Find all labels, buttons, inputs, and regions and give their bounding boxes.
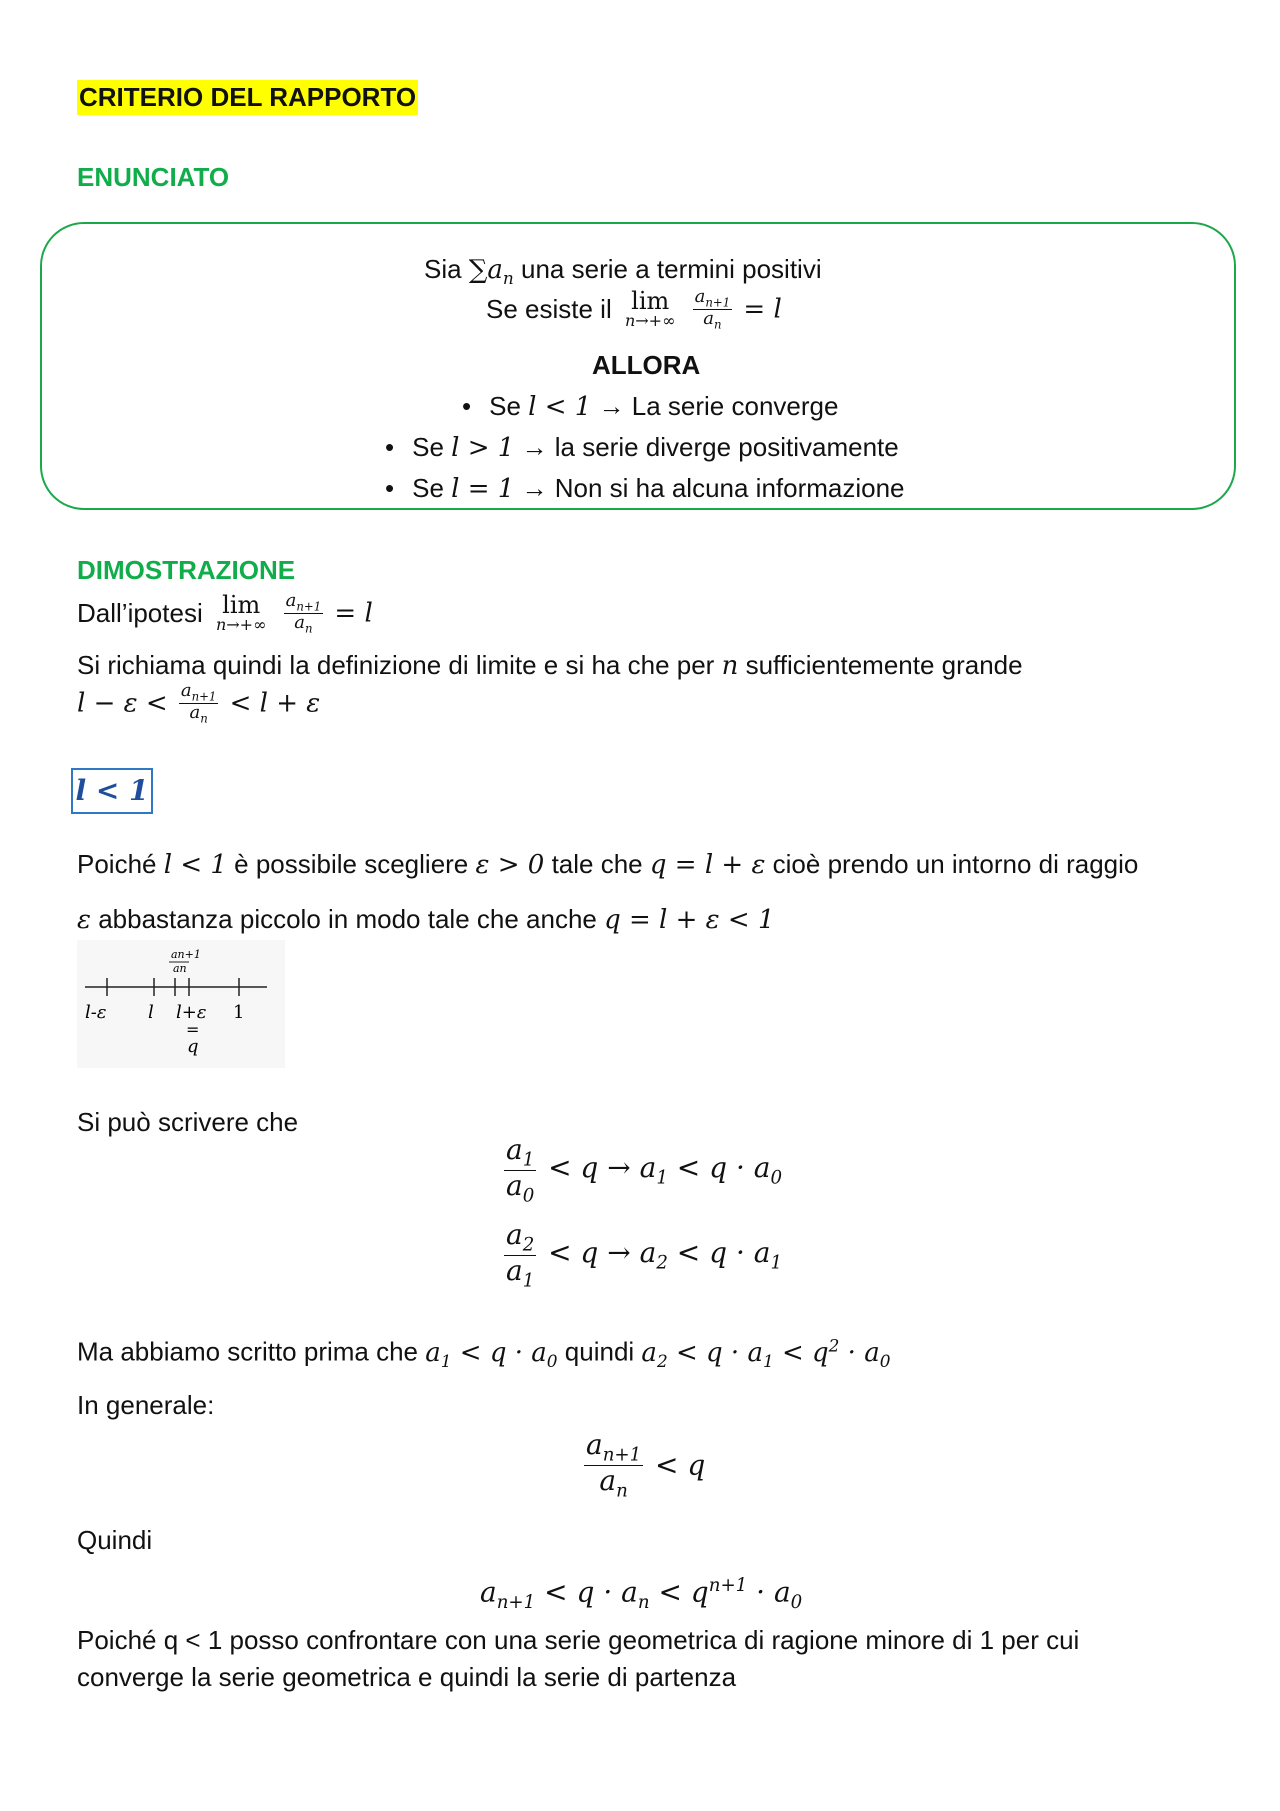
si-puo-scrivere: Si può scrivere che xyxy=(77,1107,299,1137)
box-bullet-2: • Se l > 1 → la serie diverge positivamente xyxy=(385,432,899,463)
equation-final: $a_{n+1} < q \cdot a_n < q^{n+1} \cdot a_0$ xyxy=(480,1575,803,1613)
box-bullet-1: • Se l < 1 → La serie converge xyxy=(462,391,839,422)
sketch-equals: = xyxy=(186,1020,200,1039)
poiche-p5: abbastanza piccolo in modo tale che anche xyxy=(98,904,597,934)
sketch-label-4: 1 xyxy=(233,1002,245,1023)
ma-abbiamo-mid: quindi xyxy=(564,1336,635,1367)
box-line-2-pre: Se esiste il xyxy=(486,293,612,324)
bullet-2-text: la serie diverge positivamente xyxy=(554,432,899,462)
dim-richiama: Si richiama quindi la definizione di limite e si ha che per n sufficientemente grande xyxy=(77,650,1023,681)
poiche-p4: cioè prendo un intorno di raggio xyxy=(772,849,1139,879)
box-line-1: Sia $\sum a_n$ una serie a termini positivi xyxy=(424,254,822,289)
ma-abbiamo: Ma abbiamo scritto prima che $a_1 < q \cdot a_0$ quindi $a_2 < q \cdot a_1 < q^2 \cdot a_0$ xyxy=(77,1335,891,1371)
section-dimostrazione: DIMOSTRAZIONE xyxy=(77,555,296,585)
dim-inequality: l − ε < $\frac{a_{n+1}}{a_n}$ < l + ε xyxy=(77,680,321,726)
equation-general: $\frac{a_{n+1}}{a_n}$ < q xyxy=(586,1428,706,1502)
quindi: Quindi xyxy=(77,1525,153,1555)
box-line-2: Se esiste il lim n→+∞ $\frac{a_{n+1}}{a_n}$ = l xyxy=(486,286,782,332)
box-bullet-3: • Se l = 1 → Non si ha alcuna informazione xyxy=(385,473,905,504)
equation-a2: $\frac{a_2}{a_1}$ < $q \to a_2 < q \cdot a_1$ xyxy=(506,1218,783,1292)
sketch-label-3: l+ε xyxy=(176,1002,207,1023)
poiche-line-2: ε abbastanza piccolo in modo tale che anche q = l + ε < 1 xyxy=(77,904,775,935)
box-line-1-post: una serie a termini positivi xyxy=(521,254,822,284)
sketch-top-label: an+1 xyxy=(171,948,201,961)
page-title: CRITERIO DEL RAPPORTO xyxy=(77,80,418,115)
poiche-p2: è possibile scegliere xyxy=(234,849,469,879)
poiche-p3: tale che xyxy=(551,849,643,879)
bullet-3-text: Non si ha alcuna informazione xyxy=(554,473,905,503)
bullet-1-text: La serie converge xyxy=(631,391,839,421)
box-allora: ALLORA xyxy=(592,350,701,380)
poiche-line-1: Poiché l < 1 è possibile scegliere ε > 0 tale che q = l + ε cioè prendo un intorno di raggio xyxy=(77,849,1139,880)
in-generale: In generale: xyxy=(77,1390,215,1420)
dim-ipotesi: Dall’ipotesi lim n→+∞ $\frac{a_{n+1}}{a_n}$ = l xyxy=(77,590,373,636)
sketch-label-2: l xyxy=(148,1002,154,1023)
case-label-box: l < 1 xyxy=(71,768,153,814)
ma-abbiamo-pre: Ma abbiamo scritto prima che xyxy=(77,1336,419,1367)
dim-richiama-post: sufficientemente grande xyxy=(745,650,1023,680)
dim-richiama-pre: Si richiama quindi la definizione di limite e si ha che per xyxy=(77,650,715,680)
box-line-1-pre: Sia xyxy=(424,254,462,284)
number-line-sketch xyxy=(77,940,285,1068)
conclusion-line-2: converge la serie geometrica e quindi la serie di partenza xyxy=(77,1662,737,1692)
number-line-svg xyxy=(77,940,285,1068)
dim-ipotesi-text: Dall’ipotesi xyxy=(77,597,203,628)
conclusion-line-1: Poiché q < 1 posso confrontare con una serie geometrica di ragione minore di 1 per cui xyxy=(77,1625,1080,1655)
poiche-p1: Poiché xyxy=(77,849,157,879)
section-enunciato: ENUNCIATO xyxy=(77,162,230,192)
sketch-top-den: an xyxy=(173,962,187,975)
sketch-label-1: l-ε xyxy=(85,1002,107,1023)
sketch-q: q xyxy=(187,1036,199,1057)
equation-a1: $\frac{a_1}{a_0}$ < $q \to a_1 < q \cdot a_0$ xyxy=(506,1133,783,1207)
